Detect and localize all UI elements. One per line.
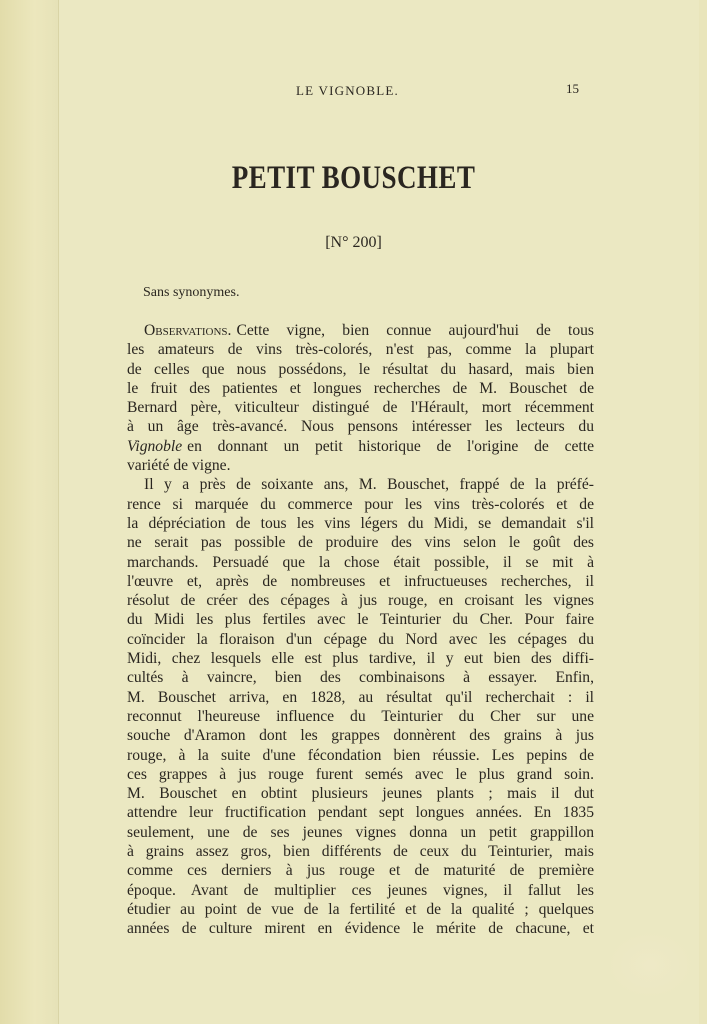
line-text: à grains assez gros, bien différents de ceux du Teinturier, mais xyxy=(127,843,594,861)
line-text: reconnut l'heureuse influence du Teinturier du Cher sur une xyxy=(127,707,594,725)
running-title: LE VIGNOBLE. xyxy=(296,83,399,98)
text-line xyxy=(127,649,594,668)
line-text: à un âge très-avancé. Nous pensons intéresser les lecteurs du xyxy=(127,418,594,436)
line-text: le fruit des patientes et longues recherches de M. Bouschet de xyxy=(127,379,594,397)
text-line xyxy=(127,456,594,475)
text-line xyxy=(127,881,594,900)
line-text: comme ces derniers à jus rouge et de maturité de première xyxy=(127,862,594,880)
line-text: époque. Avant de multiplier ces jeunes vignes, il fallut les xyxy=(127,881,594,899)
page-edge xyxy=(699,0,707,1024)
text-line xyxy=(127,688,594,707)
synonyms-note: Sans synonymes. xyxy=(143,285,240,300)
variety-number: [N° 200] xyxy=(325,234,382,251)
line-text: Cette vigne, bien connue aujourd'hui de tous xyxy=(236,322,594,339)
text-line xyxy=(127,765,594,784)
line-text: rence si marquée du commerce pour les vins très-colorés et de xyxy=(127,495,594,513)
line-text: ne serait pas possible de produire des vins selon le goût des xyxy=(127,534,594,552)
line-text: ces grappes à jus rouge furent semés avec le plus grand soin. xyxy=(127,765,594,783)
text-line xyxy=(127,707,594,726)
line-text: attendre leur fructification pendant sept longues années. En 1835 xyxy=(127,804,594,822)
line-text: souche d'Aramon dont les grappes donnèrent des grains à jus xyxy=(127,727,594,745)
text-line xyxy=(127,919,594,938)
line-text: années de culture mirent en évidence le mérite de chacune, et xyxy=(127,920,594,938)
line-text: M. Bouschet arriva, en 1828, au résultat qu'il recherchait : il xyxy=(127,688,594,706)
italic-term: Vignoble xyxy=(127,437,183,455)
line-text: rouge, à la suite d'une fécondation bien réussie. Les pepins de xyxy=(127,746,594,764)
line-text: du Midi les plus fertiles avec le Teinturier du Cher. Pour faire xyxy=(127,611,594,629)
page-number: 15 xyxy=(566,81,579,96)
line-text: variété de vigne. xyxy=(127,457,231,475)
text-line xyxy=(127,803,594,822)
text-line xyxy=(127,495,594,514)
paper-stain xyxy=(605,930,695,1000)
page-title: PETIT BOUSCHET xyxy=(231,160,476,196)
text-line xyxy=(127,861,594,880)
line-text: cultés à vaincre, bien des combinaisons à essayer. Enfin, xyxy=(127,669,594,687)
text-line xyxy=(127,823,594,842)
text-line xyxy=(127,398,594,417)
line-text: Bernard père, viticulteur distingué de l'Hérault, mort récemment xyxy=(127,399,594,417)
text-line xyxy=(127,746,594,765)
text-line xyxy=(127,842,594,861)
line-text: M. Bouschet en obtint plusieurs jeunes plants ; mais il dut xyxy=(127,785,594,803)
line-text: résolut de créer des cépages à jus rouge, en croisant les vignes xyxy=(127,592,594,610)
line-text: marchands. Persuadé que la chose était possible, il se mit à xyxy=(127,553,594,571)
line-text: les amateurs de vins très-colorés, n'est pas, comme la plupart xyxy=(127,341,594,359)
line-text: Il y a près de soixante ans, M. Bouschet, frappé de la préfé- xyxy=(144,476,594,494)
text-line xyxy=(127,360,594,379)
line-text: étudier au point de vue de la fertilité et de la qualité ; quelques xyxy=(127,900,594,918)
text-line xyxy=(127,726,594,745)
line-text: coïncider la floraison d'un cépage du Nord avec les cépages du xyxy=(127,630,594,648)
text-line xyxy=(127,417,594,436)
text-line xyxy=(127,572,594,591)
text-line xyxy=(127,784,594,803)
text-line xyxy=(127,437,594,456)
text-line xyxy=(127,514,594,533)
text-line xyxy=(127,668,594,687)
line-text: de celles que nous possédons, le résultat du hasard, mais bien xyxy=(127,360,594,378)
line-text: l'œuvre et, après de nombreuses et infructueuses recherches, il xyxy=(127,572,594,590)
text-line xyxy=(127,630,594,649)
section-label: Observations. xyxy=(144,322,232,339)
page-gutter xyxy=(0,0,59,1024)
text-line xyxy=(127,900,594,919)
text-line xyxy=(127,553,594,572)
line-text: Midi, chez lesquels elle est plus tardive, il y eut bien des diffi- xyxy=(127,650,594,668)
text-line xyxy=(127,379,594,398)
line-text: la dépréciation de tous les vins légers du Midi, se demandait s'il xyxy=(127,514,594,532)
text-line xyxy=(127,610,594,629)
line-text: seulement, une de ses jeunes vignes donna un petit grappillon xyxy=(127,823,594,841)
text-line xyxy=(127,475,594,494)
text-line xyxy=(127,321,594,340)
body-text xyxy=(127,321,594,939)
text-line xyxy=(127,340,594,359)
text-line xyxy=(127,533,594,552)
text-line xyxy=(127,591,594,610)
line-text: en donnant un petit historique de l'origine de cette xyxy=(187,437,594,455)
